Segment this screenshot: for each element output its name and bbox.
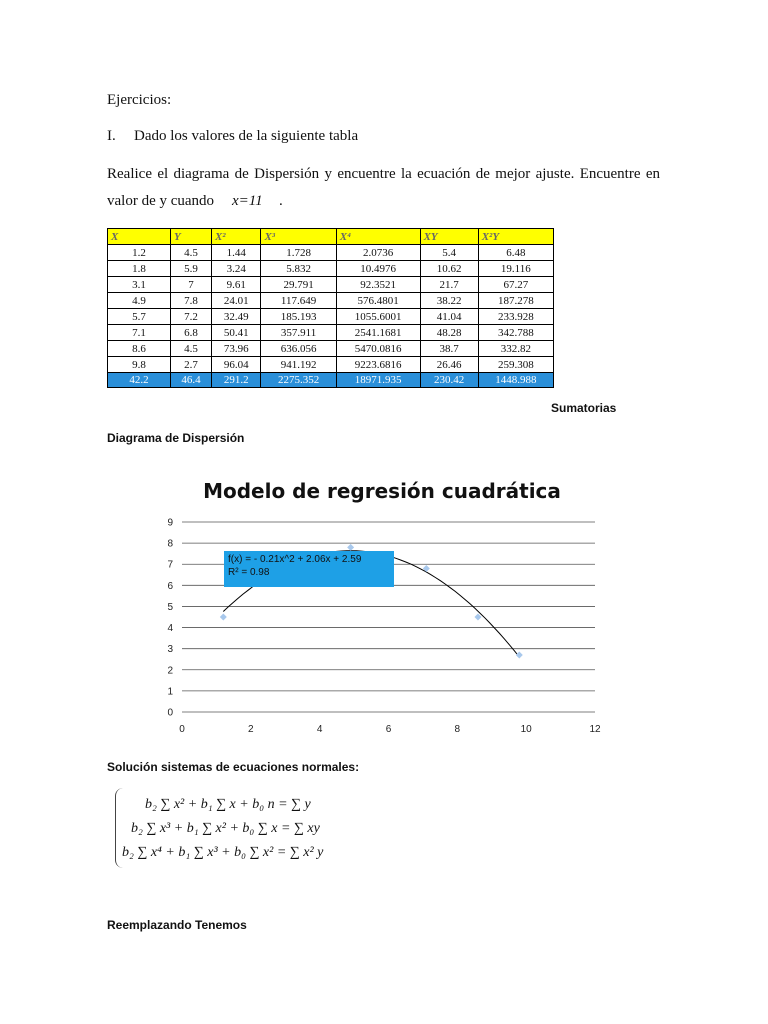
table-cell: 1.728 xyxy=(261,245,336,261)
table-cell: 1.2 xyxy=(108,245,171,261)
table-cell: 3.1 xyxy=(108,277,171,293)
table-cell: 9.8 xyxy=(108,357,171,373)
table-cell: 92.3521 xyxy=(336,277,420,293)
table-cell: 8.6 xyxy=(108,341,171,357)
table-cell: 67.27 xyxy=(478,277,553,293)
x-tick-label: 2 xyxy=(248,724,254,735)
table-sum-cell: 46.4 xyxy=(171,373,212,388)
table-cell: 233.928 xyxy=(478,309,553,325)
table-cell: 48.28 xyxy=(420,325,478,341)
instruction-line-1: Realice el diagrama de Dispersión y encuentre la ecuación de mejor ajuste. Encuentre en xyxy=(107,166,660,182)
table-cell: 29.791 xyxy=(261,277,336,293)
table-cell: 24.01 xyxy=(211,293,261,309)
table-cell: 3.24 xyxy=(211,261,261,277)
instruction-x-value: x=11 xyxy=(232,193,263,209)
table-cell: 9.61 xyxy=(211,277,261,293)
table-cell: 4.5 xyxy=(171,341,212,357)
table-cell: 4.5 xyxy=(171,245,212,261)
table-sum-cell: 230.42 xyxy=(420,373,478,388)
y-tick-label: 1 xyxy=(167,686,173,698)
x-tick-label: 0 xyxy=(179,724,185,735)
table-header-cell: X²Y xyxy=(478,229,553,245)
table-cell: 21.7 xyxy=(420,277,478,293)
table-cell: 5.9 xyxy=(171,261,212,277)
instruction-end: . xyxy=(279,193,283,209)
table-sum-cell: 2275.352 xyxy=(261,373,336,388)
replacing-label: Reemplazando Tenemos xyxy=(107,918,247,932)
y-tick-label: 5 xyxy=(167,601,173,613)
normal-equation-1: b₂ ∑ x² + b₁ ∑ x + b₀ n = ∑ y xyxy=(145,797,311,812)
normal-equation-3: b₂ ∑ x⁴ + b₁ ∑ x³ + b₀ ∑ x² = ∑ x² y xyxy=(122,845,324,860)
table-cell: 6.8 xyxy=(171,325,212,341)
y-tick-label: 2 xyxy=(167,665,173,677)
table-cell: 187.278 xyxy=(478,293,553,309)
table-cell: 332.82 xyxy=(478,341,553,357)
sums-label: Sumatorias xyxy=(551,401,617,415)
data-point xyxy=(220,614,227,621)
x-tick-label: 6 xyxy=(385,724,392,735)
table-cell: 7.2 xyxy=(171,309,212,325)
scatter-section-label: Diagrama de Dispersión xyxy=(107,431,245,445)
chart-title-text: Modelo de regresión cuadrática xyxy=(203,479,561,503)
solution-section-label: Solución sistemas de ecuaciones normales: xyxy=(107,760,360,774)
table-cell: 7 xyxy=(171,277,212,293)
table-header-cell: XY xyxy=(420,229,478,245)
y-tick-label: 4 xyxy=(167,623,173,635)
y-tick-label: 0 xyxy=(167,707,173,719)
y-tick-label: 3 xyxy=(167,644,173,656)
table-cell: 41.04 xyxy=(420,309,478,325)
x-tick-label: 4 xyxy=(316,724,323,735)
y-tick-label: 8 xyxy=(167,538,173,550)
table-cell: 1.8 xyxy=(108,261,171,277)
table-cell: 50.41 xyxy=(211,325,261,341)
item-text: Dado los valores de la siguiente tabla xyxy=(134,128,359,144)
table-cell: 10.4976 xyxy=(336,261,420,277)
x-tick-label: 10 xyxy=(520,724,532,735)
table-cell: 5.832 xyxy=(261,261,336,277)
data-point xyxy=(474,614,481,621)
table-cell: 185.193 xyxy=(261,309,336,325)
table-cell: 32.49 xyxy=(211,309,261,325)
table-cell: 5470.0816 xyxy=(336,341,420,357)
y-tick-label: 9 xyxy=(167,517,173,529)
table-cell: 5.7 xyxy=(108,309,171,325)
table-cell: 73.96 xyxy=(211,341,261,357)
table-cell: 636.056 xyxy=(261,341,336,357)
table-sum-cell: 42.2 xyxy=(108,373,171,388)
table-sum-cell: 18971.935 xyxy=(336,373,420,388)
table-cell: 2.7 xyxy=(171,357,212,373)
x-tick-label: 12 xyxy=(589,724,601,735)
table-cell: 117.649 xyxy=(261,293,336,309)
table-cell: 7.1 xyxy=(108,325,171,341)
table-cell: 1.44 xyxy=(211,245,261,261)
chart-x-ticks xyxy=(179,724,601,735)
table-cell: 96.04 xyxy=(211,357,261,373)
regression-r-squared: R² = 0.98 xyxy=(228,567,270,578)
table-cell: 2.0736 xyxy=(336,245,420,261)
heading: Ejercicios: xyxy=(107,92,172,108)
table-cell: 19.116 xyxy=(478,261,553,277)
table-header-cell: X² xyxy=(211,229,261,245)
table-header-cell: X⁴ xyxy=(336,229,420,245)
instruction-line-2: valor de y cuando xyxy=(107,193,215,209)
table-header-cell: X³ xyxy=(261,229,336,245)
table-header-cell: Y xyxy=(171,229,212,245)
table-cell: 38.7 xyxy=(420,341,478,357)
table-cell: 38.22 xyxy=(420,293,478,309)
table-cell: 5.4 xyxy=(420,245,478,261)
regression-equation-box xyxy=(224,551,394,587)
chart-y-ticks xyxy=(167,518,173,719)
data-point xyxy=(347,544,354,551)
table-cell: 357.911 xyxy=(261,325,336,341)
table-cell: 2541.1681 xyxy=(336,325,420,341)
normal-equation-2: b₂ ∑ x³ + b₁ ∑ x² + b₀ ∑ x = ∑ xy xyxy=(131,821,320,836)
table-cell: 342.788 xyxy=(478,325,553,341)
table-cell: 26.46 xyxy=(420,357,478,373)
x-tick-label: 8 xyxy=(454,724,461,735)
table-sum-cell: 291.2 xyxy=(211,373,261,388)
table-sum-cell: 1448.988 xyxy=(478,373,553,388)
data-point xyxy=(516,652,523,659)
table-header-cell: X xyxy=(108,229,171,245)
table-cell: 9223.6816 xyxy=(336,357,420,373)
table-cell: 7.8 xyxy=(171,293,212,309)
regression-equation: f(x) = - 0.21x^2 + 2.06x + 2.59 xyxy=(228,554,362,565)
y-tick-label: 6 xyxy=(167,580,173,592)
table-cell: 259.308 xyxy=(478,357,553,373)
y-tick-label: 7 xyxy=(167,559,173,571)
table-cell: 4.9 xyxy=(108,293,171,309)
table-cell: 576.4801 xyxy=(336,293,420,309)
item-number: I. xyxy=(107,128,116,144)
table-cell: 10.62 xyxy=(420,261,478,277)
table-cell: 1055.6001 xyxy=(336,309,420,325)
table-cell: 6.48 xyxy=(478,245,553,261)
table-cell: 941.192 xyxy=(261,357,336,373)
